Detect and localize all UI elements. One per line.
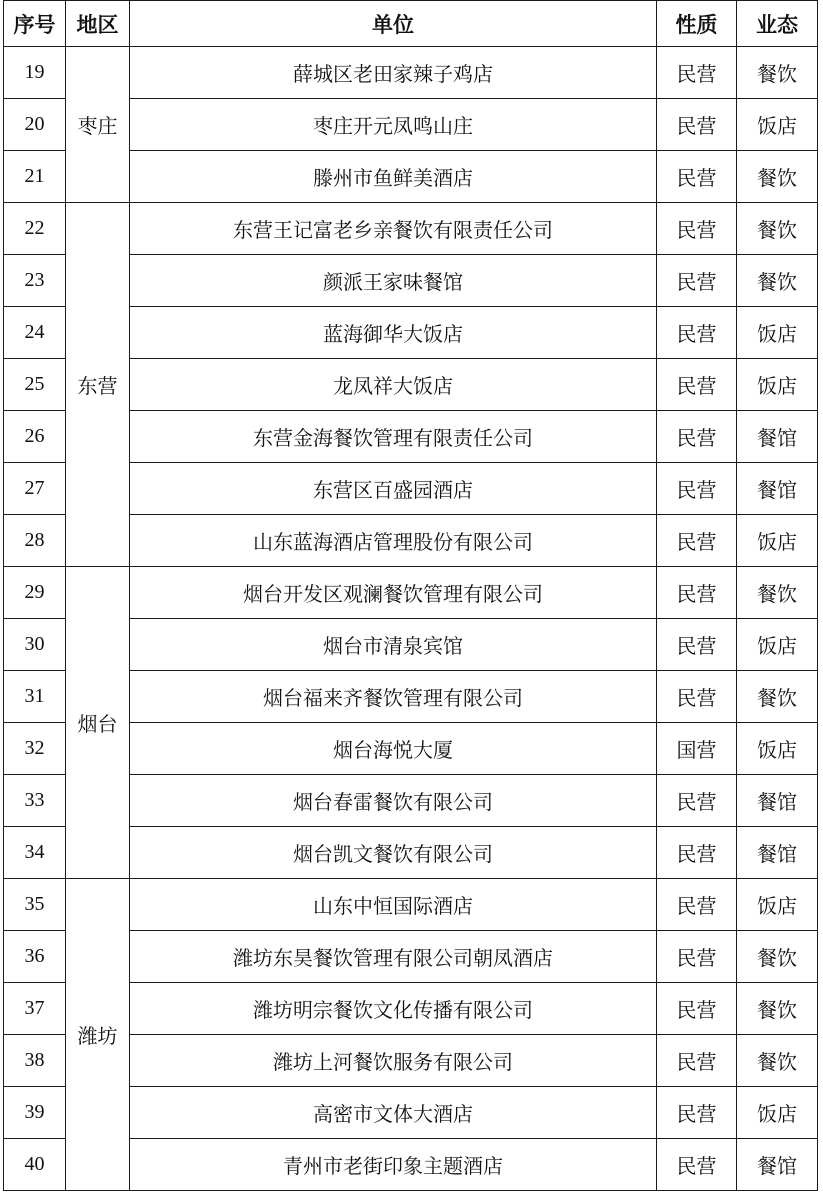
cell-unit: 烟台市清泉宾馆 xyxy=(130,619,657,671)
cell-seq: 40 xyxy=(4,1139,66,1191)
cell-nature: 民营 xyxy=(657,931,737,983)
cell-format: 餐馆 xyxy=(737,1139,818,1191)
cell-unit: 东营王记富老乡亲餐饮有限责任公司 xyxy=(130,203,657,255)
table-body xyxy=(4,47,818,1191)
cell-format: 餐饮 xyxy=(737,983,818,1035)
cell-format: 餐饮 xyxy=(737,671,818,723)
cell-unit: 山东中恒国际酒店 xyxy=(130,879,657,931)
cell-nature: 民营 xyxy=(657,307,737,359)
cell-nature: 民营 xyxy=(657,1035,737,1087)
cell-format: 餐馆 xyxy=(737,827,818,879)
cell-seq: 26 xyxy=(4,411,66,463)
cell-unit: 高密市文体大酒店 xyxy=(130,1087,657,1139)
cell-unit: 潍坊明宗餐饮文化传播有限公司 xyxy=(130,983,657,1035)
cell-unit: 薛城区老田家辣子鸡店 xyxy=(130,47,657,99)
cell-unit: 潍坊上河餐饮服务有限公司 xyxy=(130,1035,657,1087)
cell-seq: 37 xyxy=(4,983,66,1035)
cell-unit: 烟台凯文餐饮有限公司 xyxy=(130,827,657,879)
table-row xyxy=(4,879,818,931)
cell-region: 东营 xyxy=(66,203,130,567)
cell-format: 饭店 xyxy=(737,619,818,671)
cell-unit: 龙凤祥大饭店 xyxy=(130,359,657,411)
header-unit: 单位 xyxy=(130,1,657,47)
cell-seq: 19 xyxy=(4,47,66,99)
cell-seq: 31 xyxy=(4,671,66,723)
table-row xyxy=(4,203,818,255)
cell-format: 饭店 xyxy=(737,723,818,775)
cell-unit: 颜派王家味餐馆 xyxy=(130,255,657,307)
cell-seq: 35 xyxy=(4,879,66,931)
cell-nature: 民营 xyxy=(657,1139,737,1191)
cell-format: 餐馆 xyxy=(737,411,818,463)
cell-nature: 民营 xyxy=(657,151,737,203)
cell-format: 餐馆 xyxy=(737,775,818,827)
cell-region: 潍坊 xyxy=(66,879,130,1191)
cell-seq: 34 xyxy=(4,827,66,879)
cell-nature: 民营 xyxy=(657,411,737,463)
cell-unit: 烟台海悦大厦 xyxy=(130,723,657,775)
cell-nature: 民营 xyxy=(657,515,737,567)
cell-unit: 潍坊东昊餐饮管理有限公司朝凤酒店 xyxy=(130,931,657,983)
cell-format: 饭店 xyxy=(737,99,818,151)
cell-format: 餐饮 xyxy=(737,47,818,99)
cell-format: 餐饮 xyxy=(737,255,818,307)
cell-seq: 21 xyxy=(4,151,66,203)
cell-nature: 民营 xyxy=(657,671,737,723)
cell-seq: 20 xyxy=(4,99,66,151)
cell-format: 饭店 xyxy=(737,879,818,931)
cell-seq: 27 xyxy=(4,463,66,515)
cell-seq: 24 xyxy=(4,307,66,359)
cell-seq: 29 xyxy=(4,567,66,619)
cell-format: 餐馆 xyxy=(737,463,818,515)
header-seq: 序号 xyxy=(4,1,66,47)
cell-seq: 32 xyxy=(4,723,66,775)
table-row xyxy=(4,567,818,619)
cell-nature: 民营 xyxy=(657,99,737,151)
cell-format: 餐饮 xyxy=(737,931,818,983)
cell-nature: 民营 xyxy=(657,463,737,515)
cell-seq: 25 xyxy=(4,359,66,411)
cell-unit: 东营区百盛园酒店 xyxy=(130,463,657,515)
cell-format: 饭店 xyxy=(737,359,818,411)
cell-format: 饭店 xyxy=(737,1087,818,1139)
cell-seq: 36 xyxy=(4,931,66,983)
cell-nature: 民营 xyxy=(657,879,737,931)
cell-seq: 33 xyxy=(4,775,66,827)
restaurant-table xyxy=(3,0,818,1191)
cell-seq: 38 xyxy=(4,1035,66,1087)
cell-unit: 青州市老街印象主题酒店 xyxy=(130,1139,657,1191)
header-row xyxy=(4,1,818,47)
cell-format: 餐饮 xyxy=(737,1035,818,1087)
header-format: 业态 xyxy=(737,1,818,47)
cell-nature: 民营 xyxy=(657,203,737,255)
cell-region: 烟台 xyxy=(66,567,130,879)
cell-unit: 烟台春雷餐饮有限公司 xyxy=(130,775,657,827)
cell-nature: 民营 xyxy=(657,359,737,411)
cell-unit: 东营金海餐饮管理有限责任公司 xyxy=(130,411,657,463)
cell-format: 饭店 xyxy=(737,307,818,359)
header-nature: 性质 xyxy=(657,1,737,47)
cell-unit: 烟台福来齐餐饮管理有限公司 xyxy=(130,671,657,723)
cell-format: 饭店 xyxy=(737,515,818,567)
cell-seq: 30 xyxy=(4,619,66,671)
cell-nature: 国营 xyxy=(657,723,737,775)
cell-format: 餐饮 xyxy=(737,203,818,255)
cell-nature: 民营 xyxy=(657,1087,737,1139)
table-row xyxy=(4,47,818,99)
cell-seq: 23 xyxy=(4,255,66,307)
cell-unit: 烟台开发区观澜餐饮管理有限公司 xyxy=(130,567,657,619)
cell-nature: 民营 xyxy=(657,619,737,671)
cell-nature: 民营 xyxy=(657,983,737,1035)
cell-nature: 民营 xyxy=(657,775,737,827)
cell-unit: 枣庄开元凤鸣山庄 xyxy=(130,99,657,151)
cell-nature: 民营 xyxy=(657,567,737,619)
cell-nature: 民营 xyxy=(657,255,737,307)
cell-seq: 28 xyxy=(4,515,66,567)
cell-format: 餐饮 xyxy=(737,567,818,619)
cell-unit: 山东蓝海酒店管理股份有限公司 xyxy=(130,515,657,567)
cell-unit: 蓝海御华大饭店 xyxy=(130,307,657,359)
cell-nature: 民营 xyxy=(657,47,737,99)
header-region: 地区 xyxy=(66,1,130,47)
cell-nature: 民营 xyxy=(657,827,737,879)
cell-unit: 滕州市鱼鲜美酒店 xyxy=(130,151,657,203)
cell-region: 枣庄 xyxy=(66,47,130,203)
cell-format: 餐饮 xyxy=(737,151,818,203)
cell-seq: 39 xyxy=(4,1087,66,1139)
cell-seq: 22 xyxy=(4,203,66,255)
